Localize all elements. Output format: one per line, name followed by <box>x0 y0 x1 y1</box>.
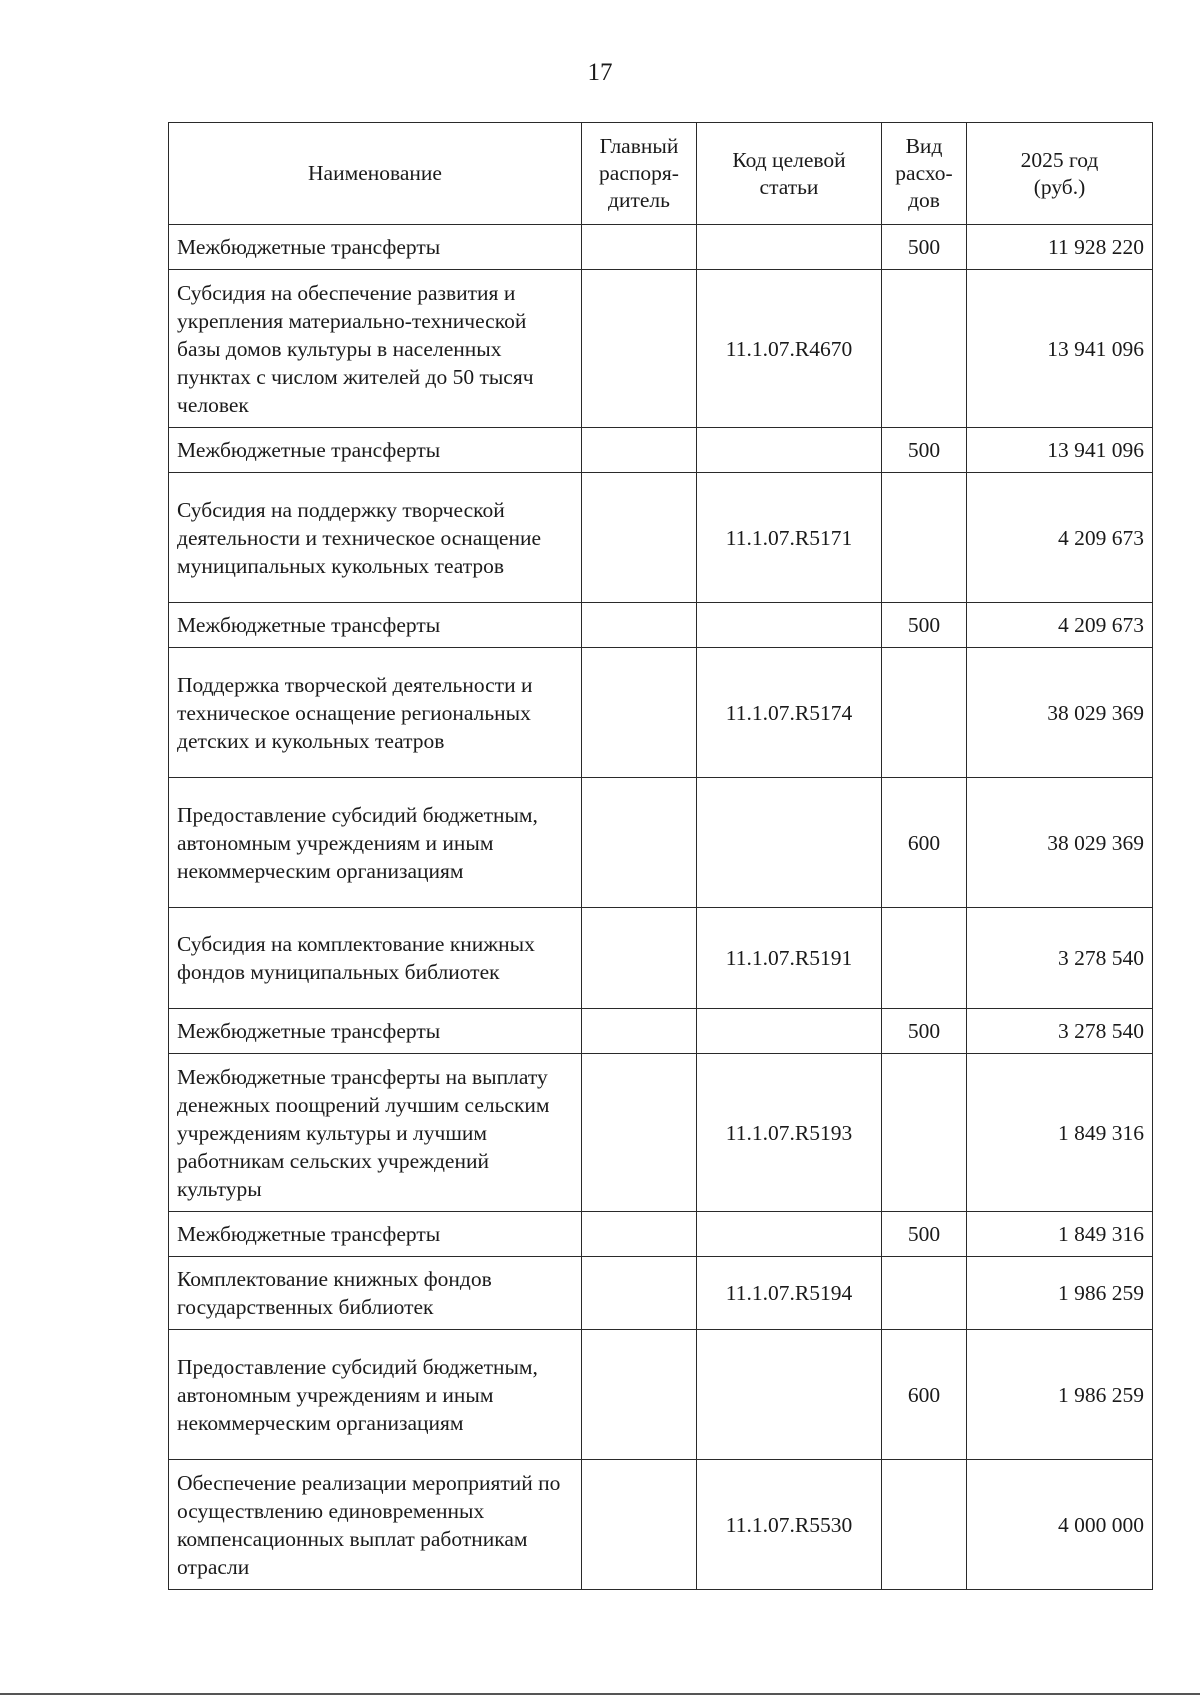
cell-manager <box>582 603 697 648</box>
cell-name: Предоставление субсидий бюджетным, автономным учреждениям и иным некоммерческим организациям <box>169 1330 582 1460</box>
cell-code <box>697 1009 882 1054</box>
cell-name: Межбюджетные трансферты на выплату денежных поощрений лучшим сельским учреждениям культуры и лучшим работникам сельских учреждений культуры <box>169 1054 582 1212</box>
cell-amount: 1 849 316 <box>967 1212 1153 1257</box>
cell-kind: 500 <box>882 1009 967 1054</box>
cell-manager <box>582 1460 697 1590</box>
cell-name: Межбюджетные трансферты <box>169 1009 582 1054</box>
cell-manager <box>582 1009 697 1054</box>
cell-kind <box>882 1257 967 1330</box>
cell-name: Комплектование книжных фондов государственных библиотек <box>169 1257 582 1330</box>
cell-kind <box>882 1460 967 1590</box>
cell-amount: 1 849 316 <box>967 1054 1153 1212</box>
cell-manager <box>582 1257 697 1330</box>
cell-code: 11.1.07.R5194 <box>697 1257 882 1330</box>
cell-kind <box>882 270 967 428</box>
header-amount: 2025 год (руб.) <box>967 123 1153 225</box>
cell-code <box>697 778 882 908</box>
cell-amount: 3 278 540 <box>967 908 1153 1009</box>
cell-amount: 1 986 259 <box>967 1257 1153 1330</box>
cell-manager <box>582 225 697 270</box>
cell-kind: 500 <box>882 1212 967 1257</box>
cell-name: Межбюджетные трансферты <box>169 428 582 473</box>
table-row <box>169 1054 1153 1212</box>
table-header <box>169 123 1153 225</box>
header-kind: Вид расхо- дов <box>882 123 967 225</box>
cell-name: Межбюджетные трансферты <box>169 225 582 270</box>
table-row <box>169 648 1153 778</box>
cell-code: 11.1.07.R5171 <box>697 473 882 603</box>
cell-kind: 500 <box>882 603 967 648</box>
cell-code <box>697 428 882 473</box>
cell-manager <box>582 778 697 908</box>
table-row <box>169 908 1153 1009</box>
header-name: Наименование <box>169 123 582 225</box>
table-row <box>169 1009 1153 1054</box>
cell-kind <box>882 473 967 603</box>
table-row <box>169 1212 1153 1257</box>
cell-code: 11.1.07.R5174 <box>697 648 882 778</box>
table-row <box>169 270 1153 428</box>
cell-amount: 3 278 540 <box>967 1009 1153 1054</box>
cell-code: 11.1.07.R5530 <box>697 1460 882 1590</box>
cell-manager <box>582 1212 697 1257</box>
cell-amount: 13 941 096 <box>967 270 1153 428</box>
page-bottom-rule <box>0 1693 1200 1695</box>
cell-code: 11.1.07.R5193 <box>697 1054 882 1212</box>
cell-code: 11.1.07.R5191 <box>697 908 882 1009</box>
cell-kind <box>882 648 967 778</box>
cell-kind: 600 <box>882 1330 967 1460</box>
cell-amount: 4 000 000 <box>967 1460 1153 1590</box>
table-row <box>169 1460 1153 1590</box>
cell-amount: 4 209 673 <box>967 473 1153 603</box>
cell-name: Обеспечение реализации мероприятий по осуществлению единовременных компенсационных выплат работникам отрасли <box>169 1460 582 1590</box>
table-row <box>169 1257 1153 1330</box>
cell-manager <box>582 1054 697 1212</box>
table-body <box>169 225 1153 1590</box>
cell-name: Субсидия на обеспечение развития и укрепления материально-технической базы домов культуры в населенных пунктах с числом жителей до 50 тысяч человек <box>169 270 582 428</box>
cell-amount: 11 928 220 <box>967 225 1153 270</box>
table-row <box>169 1330 1153 1460</box>
cell-name: Предоставление субсидий бюджетным, автономным учреждениям и иным некоммерческим организациям <box>169 778 582 908</box>
cell-manager <box>582 428 697 473</box>
budget-table <box>168 122 1153 1590</box>
cell-name: Межбюджетные трансферты <box>169 603 582 648</box>
cell-amount: 38 029 369 <box>967 648 1153 778</box>
cell-amount: 13 941 096 <box>967 428 1153 473</box>
header-row <box>169 123 1153 225</box>
cell-kind: 500 <box>882 225 967 270</box>
cell-kind <box>882 908 967 1009</box>
table-row <box>169 428 1153 473</box>
cell-kind: 600 <box>882 778 967 908</box>
cell-code: 11.1.07.R4670 <box>697 270 882 428</box>
cell-amount: 38 029 369 <box>967 778 1153 908</box>
cell-name: Субсидия на комплектование книжных фондов муниципальных библиотек <box>169 908 582 1009</box>
cell-manager <box>582 270 697 428</box>
cell-manager <box>582 908 697 1009</box>
cell-kind: 500 <box>882 428 967 473</box>
table-row <box>169 473 1153 603</box>
cell-name: Субсидия на поддержку творческой деятельности и техническое оснащение муниципальных кукольных театров <box>169 473 582 603</box>
cell-code <box>697 225 882 270</box>
cell-code <box>697 603 882 648</box>
table-row <box>169 778 1153 908</box>
cell-manager <box>582 648 697 778</box>
header-manager: Главный распоря- дитель <box>582 123 697 225</box>
cell-amount: 1 986 259 <box>967 1330 1153 1460</box>
cell-name: Поддержка творческой деятельности и техническое оснащение региональных детских и кукольных театров <box>169 648 582 778</box>
cell-manager <box>582 473 697 603</box>
cell-name: Межбюджетные трансферты <box>169 1212 582 1257</box>
cell-kind <box>882 1054 967 1212</box>
cell-code <box>697 1212 882 1257</box>
cell-manager <box>582 1330 697 1460</box>
page-number: 17 <box>587 59 613 86</box>
table-row <box>169 603 1153 648</box>
cell-amount: 4 209 673 <box>967 603 1153 648</box>
cell-code <box>697 1330 882 1460</box>
table-row <box>169 225 1153 270</box>
header-code: Код целевой статьи <box>697 123 882 225</box>
